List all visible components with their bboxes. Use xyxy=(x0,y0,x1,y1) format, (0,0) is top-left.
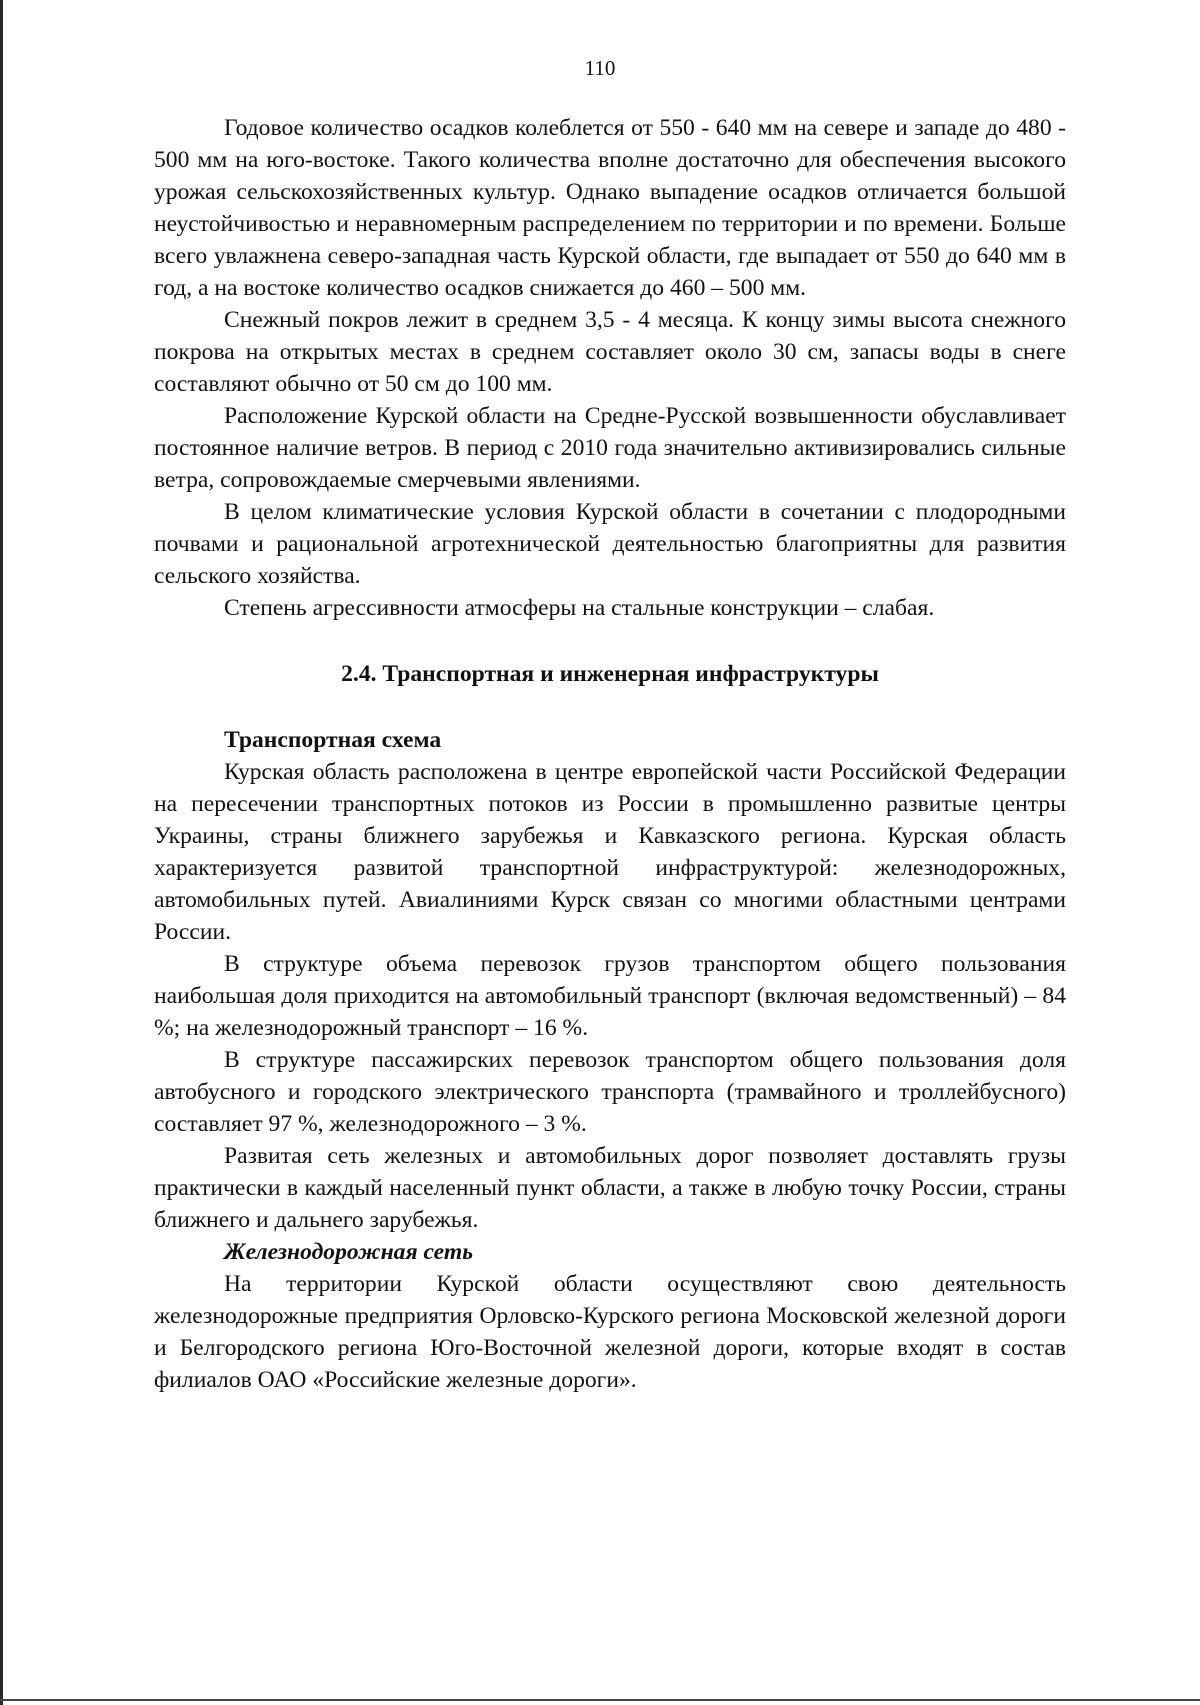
paragraph-precipitation: Годовое количество осадков колеблется от 550 - 640 мм на севере и западе до 480 - 500 мм на юго-востоке. Такого количества вполне достаточно для обеспечения высокого урожая сельскохозяйственных культур. Однако выпадение осадков отличается большой неустойчивостью и неравномерным распределением по территории и по времени. Больше всего увлажнена северо-западная часть Курской области, где выпадает от 550 до 640 мм в год, а на востоке количество осадков снижается до 460 – 500 мм. xyxy=(154,115,1066,301)
subheading-railway-network: Железнодорожная сеть xyxy=(224,1239,473,1265)
page-number: 110 xyxy=(584,56,616,80)
section-title: 2.4. Транспортная и инженерная инфраструктуры xyxy=(341,661,879,687)
paragraph-region-location: Курская область расположена в центре европейской части Российской Федерации на пересечении транспортных потоков из России в промышленно развитые центры Украины, страны ближнего зарубежья и Кавказского региона. Курская область характеризуется развитой транспортной инфраструктурой: железнодорожных, автомобильных путей. Авиалиниями Курск связан со многими областными центрами России. xyxy=(154,759,1066,945)
paragraph-snow-cover: Снежный покров лежит в среднем 3,5 - 4 месяца. К концу зимы высота снежного покрова на открытых местах в среднем составляет около 30 см, запасы воды в снеге составляют обычно от 50 см до 100 мм. xyxy=(154,307,1066,397)
scan-edge-left xyxy=(0,0,3,1705)
paragraph-atmosphere-aggressiveness: Степень агрессивности атмосферы на стальные конструкции – слабая. xyxy=(224,595,935,621)
paragraph-railway-enterprises: На территории Курской области осуществляют свою деятельность железнодорожные предприятия Орловско-Курского региона Московской железной дороги и Белгородского региона Юго-Восточной железной дороги, которые входят в состав филиалов ОАО «Российские железные дороги». xyxy=(154,1271,1066,1393)
scan-edge-bottom xyxy=(0,1699,1200,1701)
paragraph-freight-structure: В структуре объема перевозок грузов транспортом общего пользования наибольшая доля приходится на автомобильный транспорт (включая ведомственный) – 84 %; на железнодорожный транспорт – 16 %. xyxy=(154,951,1066,1041)
paragraph-road-network: Развитая сеть железных и автомобильных дорог позволяет доставлять грузы практически в каждый населенный пункт области, а также в любую точку России, страны ближнего и дальнего зарубежья. xyxy=(154,1143,1066,1233)
subheading-transport-scheme: Транспортная схема xyxy=(224,727,442,753)
paragraph-climate-summary: В целом климатические условия Курской области в сочетании с плодородными почвами и рациональной агротехнической деятельностью благоприятны для развития сельского хозяйства. xyxy=(154,499,1066,589)
document-body xyxy=(154,112,1066,1396)
paragraph-winds: Расположение Курской области на Средне-Русской возвышенности обуславливает постоянное наличие ветров. В период с 2010 года значительно активизировались сильные ветра, сопровождаемые смерчевыми явлениями. xyxy=(154,403,1066,493)
paragraph-passenger-structure: В структуре пассажирских перевозок транспортом общего пользования доля автобусного и городского электрического транспорта (трамвайного и троллейбусного) составляет 97 %, железнодорожного – 3 %. xyxy=(154,1047,1066,1137)
